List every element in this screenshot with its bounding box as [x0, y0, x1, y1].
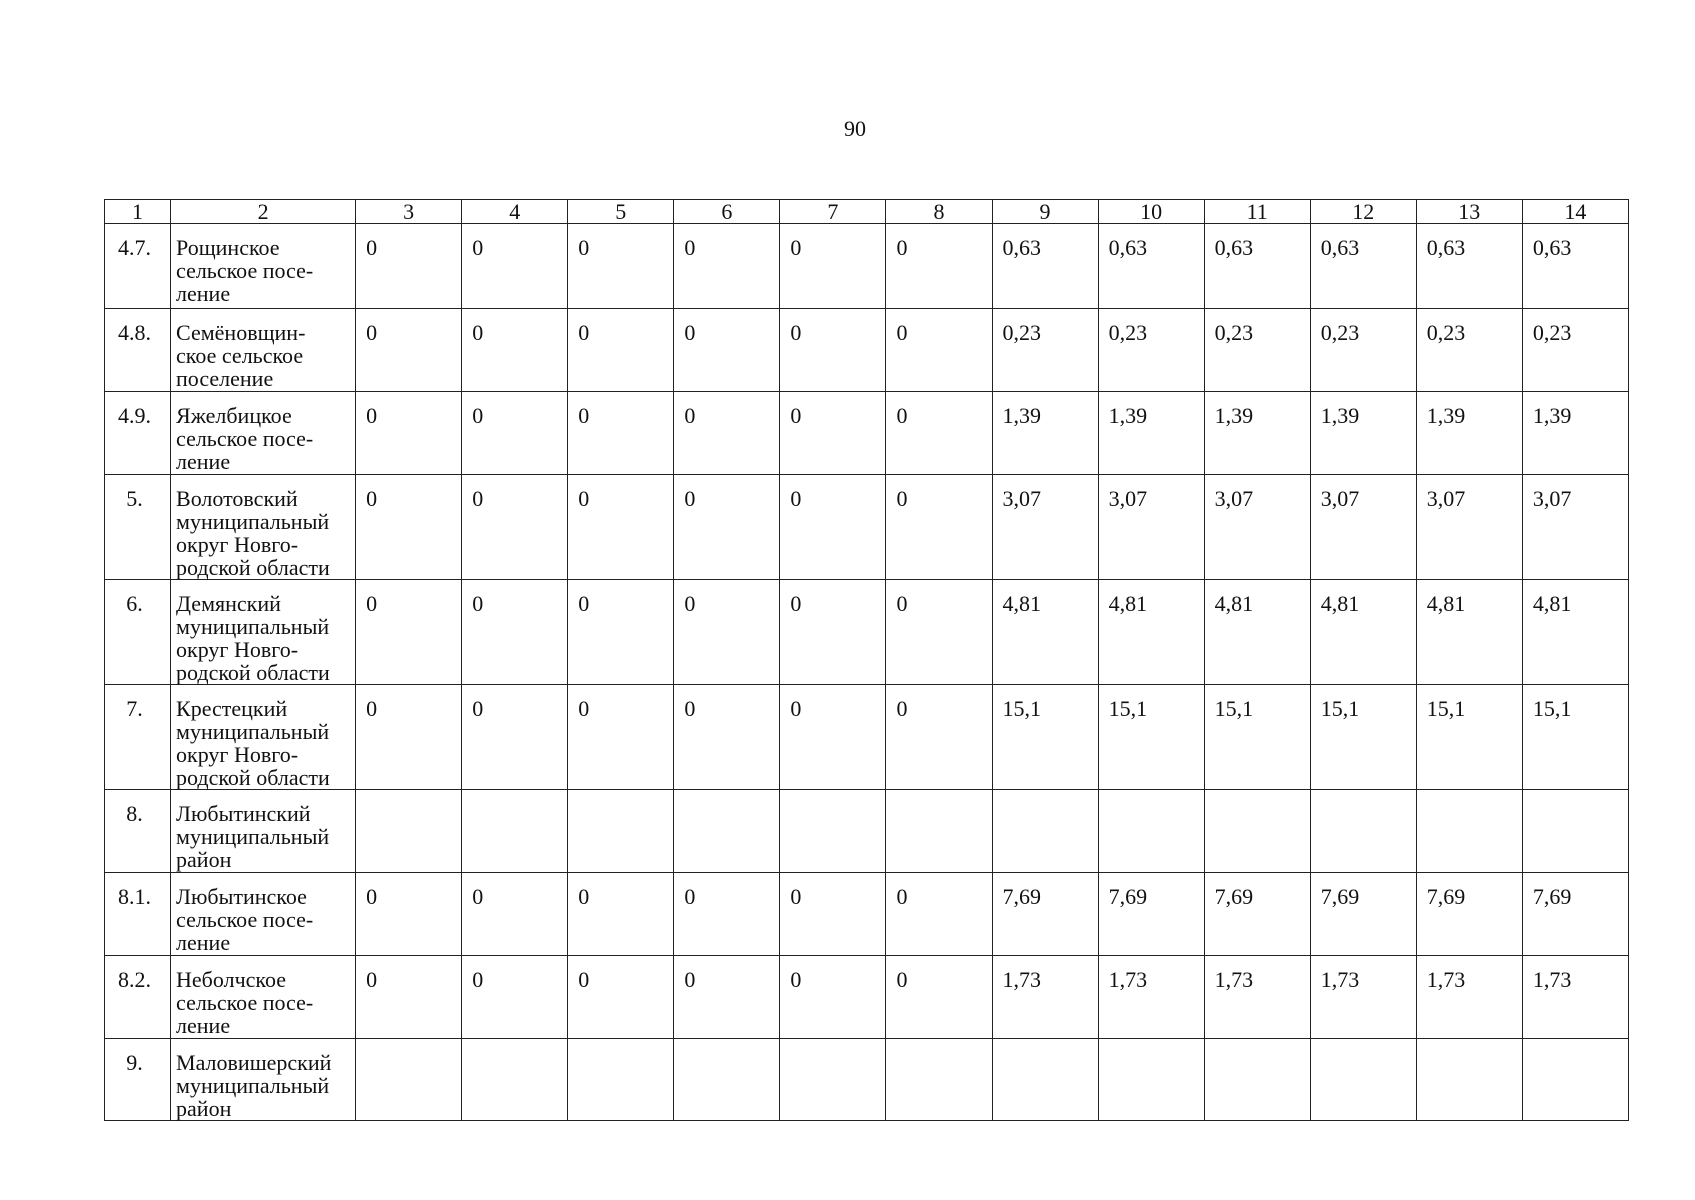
cell-value: 1,39 [992, 392, 1098, 475]
cell-value: 1,73 [1522, 956, 1628, 1039]
cell-value: 0 [356, 475, 462, 580]
row-name-line: ление [176, 281, 231, 306]
row-name-line: сельское посе- [176, 426, 314, 451]
cell-value: 0 [886, 685, 992, 790]
cell-value [1416, 790, 1522, 873]
cell-value: 1,73 [1416, 956, 1522, 1039]
cell-value: 0 [356, 956, 462, 1039]
column-header-11: 11 [1204, 200, 1310, 224]
cell-value: 0 [356, 580, 462, 685]
column-header-4: 4 [462, 200, 568, 224]
cell-value: 0 [462, 475, 568, 580]
cell-value: 0 [886, 873, 992, 956]
column-header-12: 12 [1310, 200, 1416, 224]
header-row [105, 200, 1629, 224]
table-row [105, 873, 1629, 956]
cell-value [356, 790, 462, 873]
table-row [105, 580, 1629, 685]
row-number: 7. [105, 685, 171, 790]
row-name-line: сельское посе- [176, 907, 314, 932]
row-name [171, 224, 356, 309]
cell-value: 7,69 [1310, 873, 1416, 956]
cell-value: 0 [568, 224, 674, 309]
row-name-line: сельское посе- [176, 990, 314, 1015]
cell-value: 7,69 [1416, 873, 1522, 956]
cell-value: 1,73 [992, 956, 1098, 1039]
cell-value: 0 [674, 309, 780, 392]
cell-value: 0 [780, 475, 886, 580]
cell-value: 0 [674, 392, 780, 475]
table-row [105, 685, 1629, 790]
cell-value: 15,1 [1098, 685, 1204, 790]
cell-value: 3,07 [1098, 475, 1204, 580]
column-header-5: 5 [568, 200, 674, 224]
cell-value: 0,23 [1098, 309, 1204, 392]
row-name-line: родской области [176, 765, 330, 790]
column-header-8: 8 [886, 200, 992, 224]
cell-value: 0 [674, 580, 780, 685]
row-name-line: родской области [176, 555, 330, 580]
cell-value: 0 [356, 685, 462, 790]
cell-value: 0 [462, 956, 568, 1039]
row-name-line: Яжелбицкое [176, 403, 292, 428]
column-header-10: 10 [1098, 200, 1204, 224]
cell-value: 0 [462, 392, 568, 475]
row-name [171, 580, 356, 685]
cell-value: 3,07 [992, 475, 1098, 580]
cell-value [1098, 1039, 1204, 1121]
cell-value [356, 1039, 462, 1121]
row-number: 8.1. [105, 873, 171, 956]
table-row [105, 392, 1629, 475]
cell-value: 0 [674, 873, 780, 956]
cell-value: 15,1 [1416, 685, 1522, 790]
cell-value: 7,69 [1098, 873, 1204, 956]
row-name-line: муниципальный [176, 719, 330, 744]
cell-value: 0,23 [1310, 309, 1416, 392]
cell-value [674, 790, 780, 873]
cell-value: 0 [356, 309, 462, 392]
cell-value [674, 1039, 780, 1121]
cell-value: 0,23 [1416, 309, 1522, 392]
cell-value [1204, 790, 1310, 873]
row-name-line: ление [176, 930, 231, 955]
cell-value [780, 790, 886, 873]
cell-value [568, 790, 674, 873]
column-header-2: 2 [171, 200, 356, 224]
row-name-line: округ Новго- [176, 637, 299, 662]
row-name-line: ление [176, 1013, 231, 1038]
row-name-line: Семёновщин- [176, 320, 306, 345]
cell-value: 7,69 [992, 873, 1098, 956]
row-name-line: Демянский [176, 591, 281, 616]
cell-value: 0 [886, 475, 992, 580]
cell-value: 0 [780, 309, 886, 392]
cell-value: 0 [886, 309, 992, 392]
row-name [171, 685, 356, 790]
cell-value: 0,63 [1416, 224, 1522, 309]
cell-value: 0 [356, 224, 462, 309]
row-name-line: муниципальный [176, 614, 330, 639]
cell-value [1310, 790, 1416, 873]
cell-value: 15,1 [1522, 685, 1628, 790]
row-number: 8. [105, 790, 171, 873]
cell-value: 0,63 [1204, 224, 1310, 309]
row-name [171, 956, 356, 1039]
row-name-line: поселение [176, 366, 274, 391]
cell-value: 0 [462, 224, 568, 309]
cell-value: 1,39 [1204, 392, 1310, 475]
cell-value: 1,39 [1310, 392, 1416, 475]
row-number: 6. [105, 580, 171, 685]
cell-value: 0,23 [992, 309, 1098, 392]
row-name-line: округ Новго- [176, 742, 299, 767]
row-name [171, 475, 356, 580]
cell-value: 1,39 [1098, 392, 1204, 475]
cell-value: 0 [674, 224, 780, 309]
cell-value: 4,81 [1310, 580, 1416, 685]
row-name [171, 309, 356, 392]
row-name-line: родской области [176, 660, 330, 685]
cell-value: 1,73 [1310, 956, 1416, 1039]
cell-value [992, 1039, 1098, 1121]
row-name-line: Любытинский [176, 801, 311, 826]
cell-value: 4,81 [1098, 580, 1204, 685]
cell-value: 7,69 [1522, 873, 1628, 956]
cell-value: 15,1 [1204, 685, 1310, 790]
column-header-1: 1 [105, 200, 171, 224]
cell-value [1204, 1039, 1310, 1121]
row-name-line: ское сельское [176, 343, 304, 368]
cell-value [992, 790, 1098, 873]
cell-value: 0 [674, 685, 780, 790]
cell-value: 0 [780, 873, 886, 956]
cell-value: 0 [568, 475, 674, 580]
row-name [171, 790, 356, 873]
cell-value [886, 1039, 992, 1121]
cell-value: 1,73 [1098, 956, 1204, 1039]
row-number: 5. [105, 475, 171, 580]
cell-value [886, 790, 992, 873]
cell-value: 0 [462, 309, 568, 392]
cell-value: 1,39 [1416, 392, 1522, 475]
cell-value: 0,63 [1522, 224, 1628, 309]
column-header-7: 7 [780, 200, 886, 224]
cell-value: 0 [462, 873, 568, 956]
row-name [171, 1039, 356, 1121]
cell-value: 0 [568, 685, 674, 790]
cell-value: 0,23 [1522, 309, 1628, 392]
column-header-6: 6 [674, 200, 780, 224]
row-name-line: сельское посе- [176, 258, 314, 283]
row-name-line: муниципальный [176, 509, 330, 534]
cell-value: 0 [780, 956, 886, 1039]
row-name-line: Любытинское [176, 884, 307, 909]
cell-value: 0 [674, 475, 780, 580]
cell-value: 4,81 [992, 580, 1098, 685]
cell-value: 0 [886, 224, 992, 309]
cell-value [1522, 790, 1628, 873]
cell-value: 4,81 [1204, 580, 1310, 685]
row-name-line: Неболчское [176, 967, 286, 992]
cell-value: 7,69 [1204, 873, 1310, 956]
column-header-13: 13 [1416, 200, 1522, 224]
row-name-line: округ Новго- [176, 532, 299, 557]
row-name-line: Крестецкий [176, 696, 288, 721]
table-row [105, 475, 1629, 580]
cell-value: 0 [568, 873, 674, 956]
cell-value: 3,07 [1416, 475, 1522, 580]
cell-value [568, 1039, 674, 1121]
cell-value: 0 [780, 580, 886, 685]
cell-value: 3,07 [1522, 475, 1628, 580]
row-name [171, 392, 356, 475]
cell-value: 0 [886, 580, 992, 685]
row-name-line: район [176, 847, 232, 872]
table-row [105, 309, 1629, 392]
page-number: 90 [844, 116, 866, 141]
row-name-line: муниципальный [176, 1073, 330, 1098]
cell-value: 0 [780, 685, 886, 790]
column-header-3: 3 [356, 200, 462, 224]
row-number: 4.9. [105, 392, 171, 475]
table-row [105, 1039, 1629, 1121]
cell-value: 0,63 [992, 224, 1098, 309]
cell-value: 3,07 [1204, 475, 1310, 580]
cell-value: 0,63 [1310, 224, 1416, 309]
cell-value: 0,63 [1098, 224, 1204, 309]
cell-value: 4,81 [1522, 580, 1628, 685]
cell-value: 0 [674, 956, 780, 1039]
row-number: 9. [105, 1039, 171, 1121]
column-header-14: 14 [1522, 200, 1628, 224]
column-header-9: 9 [992, 200, 1098, 224]
table-row [105, 956, 1629, 1039]
cell-value [780, 1039, 886, 1121]
row-name-line: Маловишерский [176, 1050, 332, 1075]
cell-value: 0 [462, 580, 568, 685]
cell-value [1310, 1039, 1416, 1121]
cell-value: 0,23 [1204, 309, 1310, 392]
cell-value: 0 [568, 580, 674, 685]
cell-value [1098, 790, 1204, 873]
row-name-line: ление [176, 449, 231, 474]
cell-value: 0 [780, 392, 886, 475]
cell-value: 0 [462, 685, 568, 790]
cell-value: 0 [568, 309, 674, 392]
row-name-line: Рощинское [176, 235, 280, 260]
cell-value: 0 [886, 392, 992, 475]
cell-value [462, 790, 568, 873]
cell-value: 0 [568, 956, 674, 1039]
cell-value: 15,1 [1310, 685, 1416, 790]
row-name-line: муниципальный [176, 824, 330, 849]
row-number: 4.8. [105, 309, 171, 392]
row-name-line: район [176, 1096, 232, 1121]
cell-value: 1,39 [1522, 392, 1628, 475]
cell-value: 0 [780, 224, 886, 309]
table-row [105, 790, 1629, 873]
table-row [105, 224, 1629, 309]
cell-value: 0 [356, 392, 462, 475]
cell-value: 0 [886, 956, 992, 1039]
cell-value: 3,07 [1310, 475, 1416, 580]
row-name [171, 873, 356, 956]
row-number: 8.2. [105, 956, 171, 1039]
cell-value: 0 [356, 873, 462, 956]
cell-value [1416, 1039, 1522, 1121]
cell-value [1522, 1039, 1628, 1121]
cell-value: 1,73 [1204, 956, 1310, 1039]
row-name-line: Волотовский [176, 486, 298, 511]
cell-value: 4,81 [1416, 580, 1522, 685]
cell-value: 0 [568, 392, 674, 475]
cell-value [462, 1039, 568, 1121]
row-number: 4.7. [105, 224, 171, 309]
cell-value: 15,1 [992, 685, 1098, 790]
data-table [104, 199, 1629, 1121]
